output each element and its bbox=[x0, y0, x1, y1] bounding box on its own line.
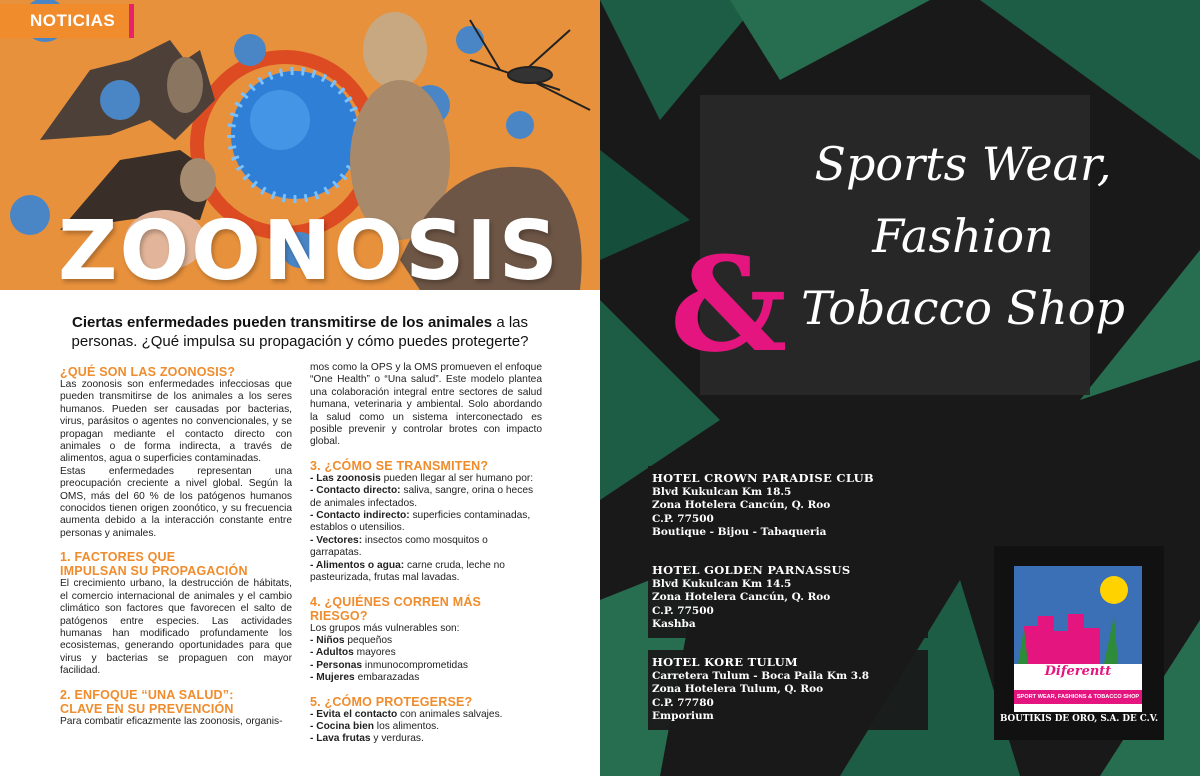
logo-tagline: SPORT WEAR, FASHIONS & TOBACCO SHOP bbox=[1014, 690, 1142, 704]
hotel-name: HOTEL GOLDEN PARNASSUS bbox=[652, 563, 851, 577]
list-item: - Alimentos o agua: carne cruda, leche no pasteurizada, frutas mal lavadas. bbox=[310, 559, 505, 584]
logo-signature: Diferentt bbox=[1044, 664, 1112, 679]
sun-icon bbox=[1100, 576, 1128, 604]
list-item: - Contacto indirecto: superficies contaminadas, establos o utensilios. bbox=[310, 510, 531, 534]
heading-line: 1. FACTORES QUE bbox=[60, 550, 176, 565]
address-line: Blvd Kukulcan Km 18.5 bbox=[652, 485, 792, 498]
paragraph: Para combatir eficazmente las zoonosis, organis- bbox=[60, 715, 283, 727]
address-line: Zona Hotelera Cancún, Q. Roo bbox=[652, 591, 831, 604]
hotel-address-block bbox=[648, 558, 928, 638]
hotel-address-block bbox=[648, 466, 928, 546]
intro-rest: a las personas. ¿Qué impulsa su propagación y cómo puedes protegerte? bbox=[71, 314, 529, 350]
address-line: C.P. 77500 bbox=[652, 512, 714, 525]
list-item: - Niños pequeños bbox=[310, 634, 393, 646]
list-item: - Personas inmunocomprometidas bbox=[310, 659, 468, 671]
paragraph: Estas enfermedades representan una preocupación creciente a nivel global. Según la OMS, más del 60 % de los patógenos humanos conocidos tienen origen zoonótico, y su frecuencia aumenta debido a la interacción constante entre personas y animales. bbox=[60, 465, 292, 539]
heading-line: IMPULSAN SU PROPAGACIÓN bbox=[60, 564, 248, 579]
address-line: C.P. 77500 bbox=[652, 604, 714, 617]
palm-icon bbox=[1104, 616, 1118, 664]
virus-icon bbox=[506, 111, 534, 139]
heading-line: 2. ENFOQUE “UNA SALUD”: bbox=[60, 687, 234, 702]
virus-icon bbox=[234, 34, 266, 66]
section-heading: 4. ¿QUIÉNES CORREN MÁS RIESGO? bbox=[310, 594, 482, 623]
intro-bold: Ciertas enfermedades pueden transmitirse de los animales bbox=[71, 314, 493, 331]
hotel-address-block bbox=[648, 650, 928, 730]
leaf-icon bbox=[730, 0, 930, 80]
building-icon bbox=[1024, 614, 1100, 664]
paragraph: El crecimiento urbano, la destrucción de hábitats, el comercio internacional de animales y el cambio climático son factores que favorecen el salto de patógenos entre especies. Las actividades humanas han modificado profundamente los ecosistemas, generando oportunidades para que virus y bacterias se propaguen con mayor facilidad. bbox=[60, 578, 292, 677]
right-page-advertisement bbox=[600, 0, 1200, 776]
section-heading: 5. ¿CÓMO PROTEGERSE? bbox=[310, 694, 473, 709]
ampersand: & bbox=[670, 228, 788, 381]
store-names: Kashba bbox=[652, 618, 696, 631]
title-line: Tobacco Shop bbox=[801, 281, 1125, 335]
list-item: - Cocina bien los alimentos. bbox=[310, 720, 440, 732]
intro-text bbox=[40, 313, 560, 351]
list-item: - Lava frutas y verduras. bbox=[310, 733, 424, 745]
list-item: - Contacto directo: saliva, sangre, orina o heces de animales infectados. bbox=[310, 485, 534, 509]
heading-line: CLAVE EN SU PREVENCIÓN bbox=[60, 701, 234, 716]
headline: ZOONOSIS bbox=[58, 204, 560, 290]
title-line: Fashion bbox=[872, 209, 1054, 263]
paragraph: Las zoonosis son enfermedades infecciosas que pueden transmitirse de los animales a los seres humanos. Pueden ser causadas por bacterias, virus, parásitos o agentes no convencionales, y se propagan mediante el contacto directo con animales o de forma indirecta, a través de alimentos, agua o superficies contaminadas. bbox=[60, 379, 292, 465]
address-line: C.P. 77780 bbox=[652, 696, 714, 709]
list-item: - Adultos mayores bbox=[310, 647, 396, 659]
hero-collage bbox=[0, 0, 600, 290]
title-line: Sports Wear, bbox=[814, 137, 1112, 191]
article-column-2 bbox=[310, 362, 542, 746]
address-line: Blvd Kukulcan Km 14.5 bbox=[652, 577, 792, 590]
store-title bbox=[748, 128, 1178, 344]
section-heading bbox=[60, 688, 292, 716]
address-line: Zona Hotelera Tulum, Q. Roo bbox=[652, 683, 824, 696]
list-item: - Las zoonosis pueden llegar al ser humano por: bbox=[310, 472, 534, 484]
section-tag: NOTICIAS bbox=[0, 4, 134, 38]
article-column-1 bbox=[60, 365, 292, 728]
mosquito-icon bbox=[470, 20, 590, 110]
hotel-name: HOTEL CROWN PARADISE CLUB bbox=[652, 471, 874, 485]
brand-logo bbox=[994, 546, 1164, 740]
section-heading: 3. ¿CÓMO SE TRANSMITEN? bbox=[310, 458, 489, 473]
list-item: Los grupos más vulnerables son: bbox=[310, 622, 460, 634]
section-heading bbox=[60, 550, 292, 578]
store-names: Boutique - Bijou - Tabaqueria bbox=[652, 526, 827, 539]
virus-icon bbox=[100, 80, 140, 120]
list-item: - Mujeres embarazadas bbox=[310, 672, 420, 684]
virus-icon bbox=[231, 71, 359, 199]
list-item: - Vectores: insectos como mosquitos o garrapatas. bbox=[310, 534, 488, 559]
section-heading: ¿QUÉ SON LAS ZOONOSIS? bbox=[60, 365, 236, 379]
address-line: Carretera Tulum - Boca Paila Km 3.8 bbox=[652, 669, 870, 682]
virus-icon bbox=[10, 195, 50, 235]
company-name: BOUTIKIS DE ORO, S.A. DE C.V. bbox=[999, 714, 1159, 724]
paragraph: mos como la OPS y la OMS promueven el enfoque “One Health” o “Una salud”. Este modelo plantea una colaboración integral entre sectores de salud humana, veterinaria y ambiental. Solo abordando la salud como un sistema interconectado es posible prevenir y controlar brotes con impacto global. bbox=[310, 362, 542, 448]
hotel-name: HOTEL KORE TULUM bbox=[652, 655, 798, 669]
virus-icon bbox=[456, 26, 484, 54]
list-item: - Evita el contacto con animales salvajes. bbox=[310, 708, 503, 720]
address-line: Zona Hotelera Cancún, Q. Roo bbox=[652, 499, 831, 512]
store-names: Emporium bbox=[652, 710, 714, 723]
